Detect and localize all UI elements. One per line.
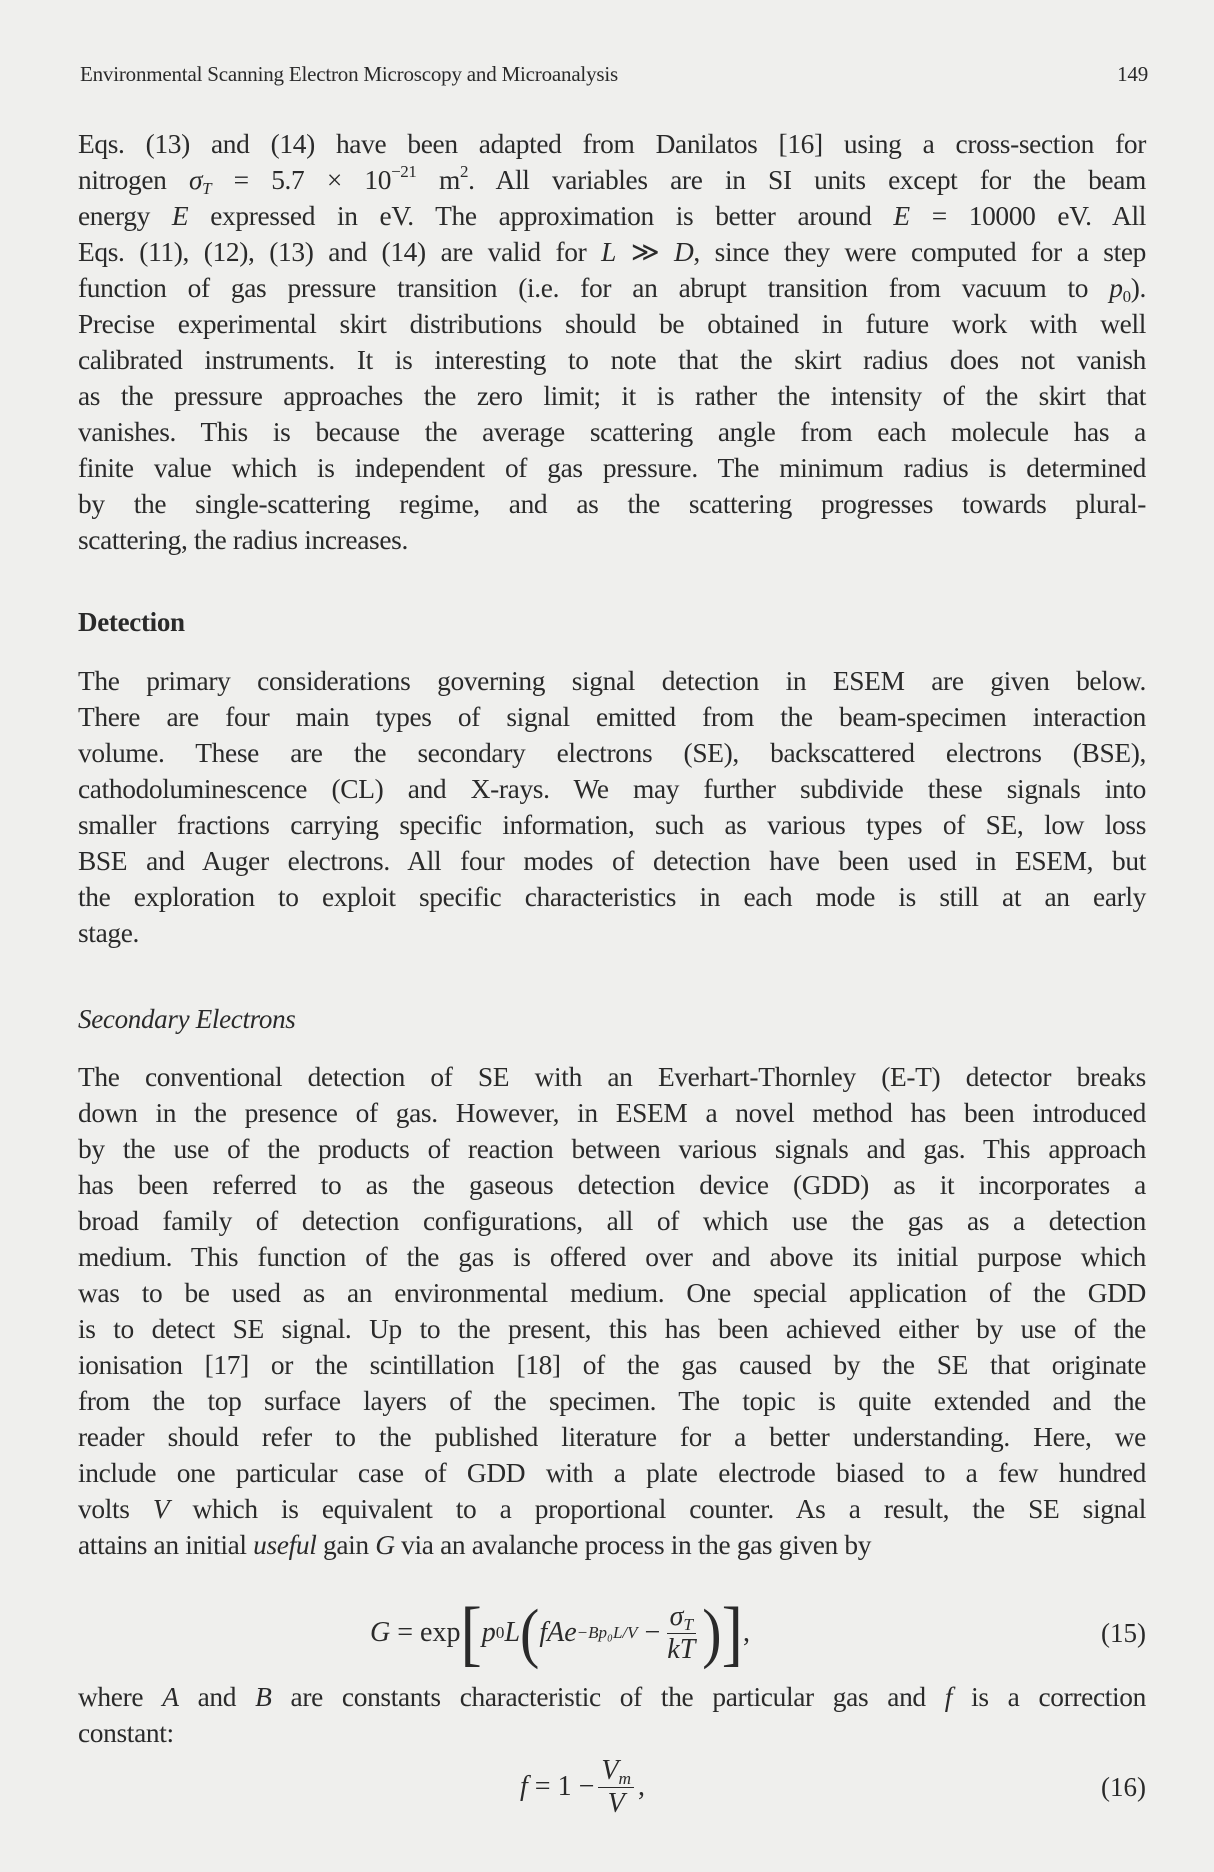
section-heading-detection: Detection bbox=[78, 607, 185, 637]
equation-16 bbox=[78, 1742, 1146, 1832]
equation-15 bbox=[78, 1583, 1146, 1683]
text-line: stage. bbox=[78, 918, 140, 948]
intro-paragraph bbox=[78, 126, 1146, 558]
text-line: nitrogen $\sigma_T = 5.7 \times 10^{-21}$ $m^2$. All variables are in SI units except for the beam bbox=[78, 162, 1146, 199]
text-line: attains an initial useful gain G via an avalanche process in the gas given by bbox=[78, 1530, 872, 1560]
text-line: Precise experimental skirt distributions should be obtained in future work with well bbox=[78, 309, 1146, 339]
text-line: The conventional detection of SE with an Everhart-Thornley (E-T) detector breaks bbox=[78, 1062, 1146, 1092]
text-line: down in the presence of gas. However, in ESEM a novel method has been introduced bbox=[78, 1098, 1146, 1128]
text-line: where A and B are constants characteristic of the particular gas and f is a correction bbox=[78, 1682, 1146, 1712]
running-title: Environmental Scanning Electron Microscopy and Microanalysis bbox=[80, 62, 618, 86]
text-line: is to detect SE signal. Up to the present, this has been achieved either by use of the bbox=[78, 1314, 1146, 1344]
text-line: by the single-scattering regime, and as the scattering progresses towards plural- bbox=[78, 489, 1146, 519]
detection-paragraph bbox=[78, 663, 1146, 951]
text-line: has been referred to as the gaseous detection device (GDD) as it incorporates a bbox=[78, 1170, 1146, 1200]
text-line: vanishes. This is because the average scattering angle from each molecule has a bbox=[78, 417, 1146, 447]
secondary-electrons-paragraph bbox=[78, 1059, 1146, 1563]
text-line: BSE and Auger electrons. All four modes of detection have been used in ESEM, but bbox=[78, 846, 1146, 876]
text-line: was to be used as an environmental medium. One special application of the GDD bbox=[78, 1278, 1146, 1308]
text-line: as the pressure approaches the zero limit; it is rather the intensity of the skirt that bbox=[78, 381, 1146, 411]
text-line: There are four main types of signal emitted from the beam-specimen interaction bbox=[78, 702, 1146, 732]
text-line: broad family of detection configurations, all of which use the gas as a detection bbox=[78, 1206, 1146, 1236]
text-line: Eqs. (11), (12), (13) and (14) are valid for L ≫ D, since they were computed for a step bbox=[78, 237, 1146, 267]
text-line: energy E expressed in eV. The approximation is better around E = 10000 eV. All bbox=[78, 201, 1146, 231]
text-line: calibrated instruments. It is interesting to note that the skirt radius does not vanish bbox=[78, 345, 1146, 375]
page-number: 149 bbox=[1117, 62, 1148, 86]
text-line: volume. These are the secondary electrons (SE), backscattered electrons (BSE), bbox=[78, 738, 1146, 768]
text-line: ionisation [17] or the scintillation [18] of the gas caused by the SE that originate bbox=[78, 1350, 1146, 1380]
subsection-heading-secondary-electrons: Secondary Electrons bbox=[78, 1004, 296, 1034]
running-header bbox=[80, 62, 1148, 87]
text-line: from the top surface layers of the specimen. The topic is quite extended and the bbox=[78, 1386, 1146, 1416]
text-line: finite value which is independent of gas pressure. The minimum radius is determined bbox=[78, 453, 1146, 483]
text-line: smaller fractions carrying specific information, such as various types of SE, low loss bbox=[78, 810, 1146, 840]
equation-15-body: G = exp [ p 0 L ( fAe −Bp₀L/V − $\frac{\sigma_T}{kT}$ ) ] , bbox=[370, 1591, 750, 1674]
equation-16-body: f = 1 − $\frac{V_m}{V}$ , bbox=[520, 1754, 646, 1819]
text-line: medium. This function of the gas is offered over and above its initial purpose which bbox=[78, 1242, 1146, 1272]
text-line: volts V which is equivalent to a proportional counter. As a result, the SE signal bbox=[78, 1494, 1146, 1524]
equation-15-number: (15) bbox=[1101, 1617, 1146, 1648]
text-line: the exploration to exploit specific characteristics in each mode is still at an early bbox=[78, 882, 1146, 912]
text-line: scattering, the radius increases. bbox=[78, 525, 408, 555]
text-line: cathodoluminescence (CL) and X-rays. We may further subdivide these signals into bbox=[78, 774, 1146, 804]
after-equation-15-paragraph bbox=[78, 1679, 1146, 1751]
equation-16-number: (16) bbox=[1101, 1771, 1146, 1802]
text-line: Eqs. (13) and (14) have been adapted from Danilatos [16] using a cross-section for bbox=[78, 129, 1146, 159]
text-line: constant: bbox=[78, 1718, 174, 1748]
text-line: reader should refer to the published literature for a better understanding. Here, we bbox=[78, 1422, 1146, 1452]
text-line: by the use of the products of reaction between various signals and gas. This approach bbox=[78, 1134, 1146, 1164]
text-line: The primary considerations governing signal detection in ESEM are given below. bbox=[78, 666, 1146, 696]
text-line: function of gas pressure transition (i.e. for an abrupt transition from vacuum to $p_0$). bbox=[78, 273, 1146, 307]
text-line: include one particular case of GDD with a plate electrode biased to a few hundred bbox=[78, 1458, 1146, 1488]
